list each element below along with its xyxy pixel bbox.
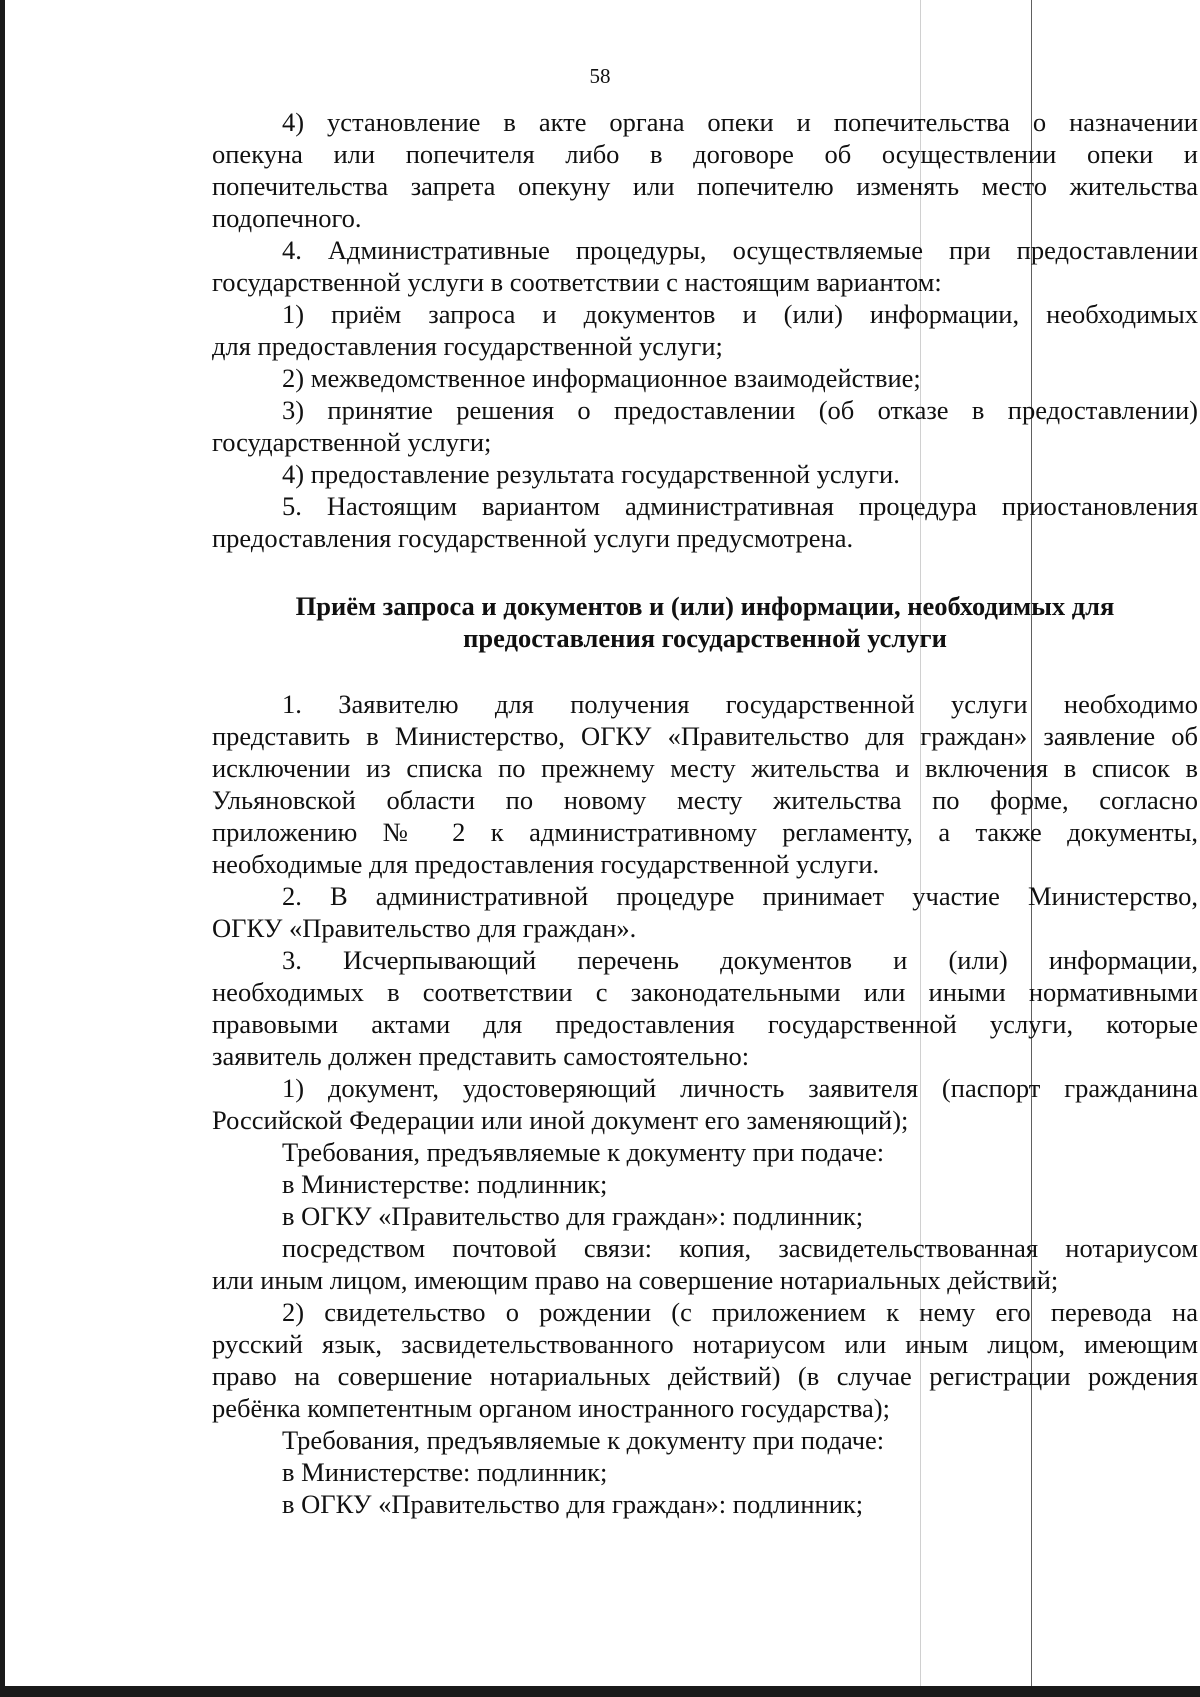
paragraph-line: правовыми актами для предоставления государственной услуги, которые	[212, 1009, 1198, 1039]
paragraph-line: необходимые для предоставления государственной услуги.	[212, 849, 880, 879]
paragraph-line: опекуна или попечителя либо в договоре об осуществлении опеки и	[212, 139, 1198, 169]
list-item-line: 1) документ, удостоверяющий личность заявителя (паспорт гражданина	[282, 1073, 1198, 1103]
page-number: 58	[589, 64, 611, 88]
list-item-line: для предоставления государственной услуги;	[212, 331, 723, 361]
paragraph-line: подопечного.	[212, 203, 362, 233]
paragraph-line: предоставления государственной услуги предусмотрена.	[212, 523, 854, 553]
list-item-line: право на совершение нотариальных действий) (в случае регистрации рождения	[212, 1361, 1198, 1391]
scan-frame-bottom-border	[0, 1686, 1200, 1697]
paragraph-line: государственной услуги в соответствии с настоящим вариантом:	[212, 267, 942, 297]
list-item-line: 2) свидетельство о рождении (с приложением к нему его перевода на	[282, 1297, 1198, 1327]
list-item-line: Российской Федерации или иной документ его заменяющий);	[212, 1105, 909, 1135]
paragraph-line: или иным лицом, имеющим право на совершение нотариальных действий;	[212, 1265, 1059, 1295]
paragraph-line: 5. Настоящим вариантом административная процедура приостановления	[282, 491, 1198, 521]
paragraph-line: ОГКУ «Правительство для граждан».	[212, 913, 637, 943]
list-item-line: ребёнка компетентным органом иностранного государства);	[212, 1393, 890, 1423]
paragraph-line: необходимых в соответствии с законодательными или иными нормативными	[212, 977, 1198, 1007]
paragraph-line: 2. В административной процедуре принимает участие Министерство,	[282, 881, 1198, 911]
list-item-line: 4) предоставление результата государственной услуги.	[282, 459, 900, 489]
list-item-line: русский язык, засвидетельствованного нотариусом или иным лицом, имеющим	[212, 1329, 1198, 1359]
paragraph-line: в ОГКУ «Правительство для граждан»: подлинник;	[282, 1489, 864, 1519]
paragraph-line: попечительства запрета опекуну или попечителю изменять место жительства	[212, 171, 1198, 201]
scan-frame-left-border	[0, 0, 5, 1697]
paragraph-line: исключении из списка по прежнему месту жительства и включения в список в	[212, 753, 1198, 783]
paragraph-line: в Министерстве: подлинник;	[282, 1457, 608, 1487]
paragraph-line: 4. Административные процедуры, осуществляемые при предоставлении	[282, 235, 1198, 265]
section-heading: Приём запроса и документов и (или) информации, необходимых для	[295, 591, 1115, 621]
paragraph-line: заявитель должен представить самостоятельно:	[212, 1041, 750, 1071]
list-item-line: государственной услуги;	[212, 427, 492, 457]
paragraph-line: Требования, предъявляемые к документу при подаче:	[282, 1137, 885, 1167]
list-item-line: 1) приём запроса и документов и (или) информации, необходимых	[282, 299, 1198, 329]
paragraph-line: представить в Министерство, ОГКУ «Правительство для граждан» заявление об	[212, 721, 1198, 751]
paragraph-line: 4) установление в акте органа опеки и попечительства о назначении	[282, 107, 1198, 137]
section-heading: предоставления государственной услуги	[463, 623, 947, 653]
paragraph-line: Ульяновской области по новому месту жительства по форме, согласно	[212, 785, 1198, 815]
paragraph-line: посредством почтовой связи: копия, засвидетельствованная нотариусом	[282, 1233, 1198, 1263]
list-item-line: 3) принятие решения о предоставлении (об отказе в предоставлении)	[282, 395, 1198, 425]
paragraph-line: в Министерстве: подлинник;	[282, 1169, 608, 1199]
paragraph-line: 3. Исчерпывающий перечень документов и (или) информации,	[282, 945, 1198, 975]
paragraph-line: 1. Заявителю для получения государственной услуги необходимо	[282, 689, 1198, 719]
paragraph-line: Требования, предъявляемые к документу при подаче:	[282, 1425, 885, 1455]
list-item-line: 2) межведомственное информационное взаимодействие;	[282, 363, 921, 393]
paragraph-line: приложению № 2 к административному регламенту, а также документы,	[212, 817, 1198, 847]
paragraph-line: в ОГКУ «Правительство для граждан»: подлинник;	[282, 1201, 864, 1231]
